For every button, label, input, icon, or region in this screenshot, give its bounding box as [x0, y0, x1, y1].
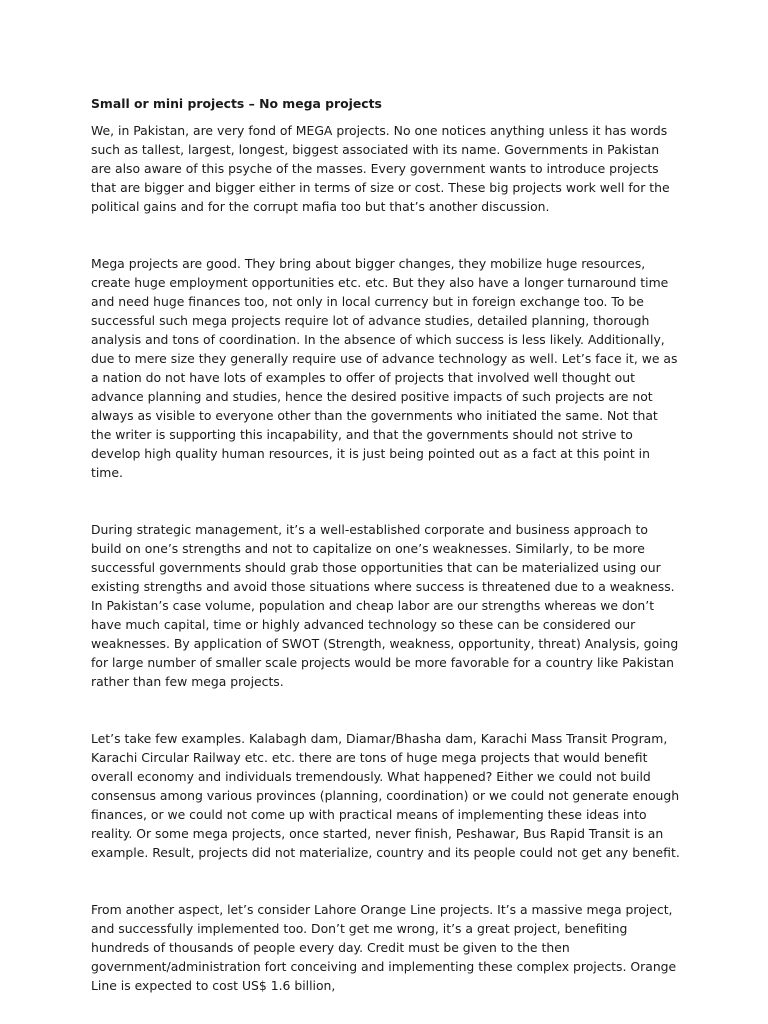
- paragraph-2: Mega projects are good. They bring about bigger changes, they mobilize huge resources, create huge employment opportunities etc. etc. But they also have a longer turnaround time and need huge finances too, not only in local currency but in foreign exchange too. To be successful such mega projects require lot of advance studies, detailed planning, thorough analysis and tons of coordination. In the absence of which success is less likely. Additionally, due to mere size they generally require use of advance technology as well. Let’s face it, we as a nation do not have lots of examples to offer of projects that involved well thought out advance planning and studies, hence the desired positive impacts of such projects are not always as visible to everyone other than the governments who initiated the same. Not that the writer is supporting this incapability, and that the governments should not strive to develop high quality human resources, it is just being pointed out as a fact at this point in time.: [91, 256, 678, 480]
- document-body: [91, 94, 681, 995]
- paragraph-4: Let’s take few examples. Kalabagh dam, Diamar/Bhasha dam, Karachi Mass Transit Program, Karachi Circular Railway etc. etc. there are tons of huge mega projects that would benefit overall economy and individuals tremendously. What happened? Either we could not build consensus among various provinces (planning, coordination) or we could not generate enough finances, or we could not come up with practical means of implementing these ideas into reality. Or some mega projects, once started, never finish, Peshawar, Bus Rapid Transit is an example. Result, projects did not materialize, country and its people could not get any benefit.: [91, 731, 680, 860]
- paragraph-spacer: [91, 216, 681, 254]
- paragraph-spacer: [91, 691, 681, 729]
- paragraph-spacer: [91, 482, 681, 520]
- paragraph-1: We, in Pakistan, are very fond of MEGA projects. No one notices anything unless it has words such as tallest, largest, longest, biggest associated with its name. Governments in Pakistan are also aware of this psyche of the masses. Every government wants to introduce projects that are bigger and bigger either in terms of size or cost. These big projects work well for the political gains and for the corrupt mafia too but that’s another discussion.: [91, 123, 670, 214]
- paragraph-spacer: [91, 862, 681, 900]
- paragraph-5: From another aspect, let’s consider Lahore Orange Line projects. It’s a massive mega project, and successfully implemented too. Don’t get me wrong, it’s a great project, benefiting hundreds of thousands of people every day. Credit must be given to the then government/administration fort conceiving and implementing these complex projects. Orange Line is expected to cost US$ 1.6 billion,: [91, 902, 677, 993]
- document-title: Small or mini projects – No mega projects: [91, 96, 382, 111]
- paragraph-3: During strategic management, it’s a well-established corporate and business approach to build on one’s strengths and not to capitalize on one’s weaknesses. Similarly, to be more successful governments should grab those opportunities that can be materialized using our existing strengths and avoid those situations where success is threatened due to a weakness. In Pakistan’s case volume, population and cheap labor are our strengths whereas we don’t have much capital, time or highly advanced technology so these can be considered our weaknesses. By application of SWOT (Strength, weakness, opportunity, threat) Analysis, going for large number of smaller scale projects would be more favorable for a country like Pakistan rather than few mega projects.: [91, 522, 679, 689]
